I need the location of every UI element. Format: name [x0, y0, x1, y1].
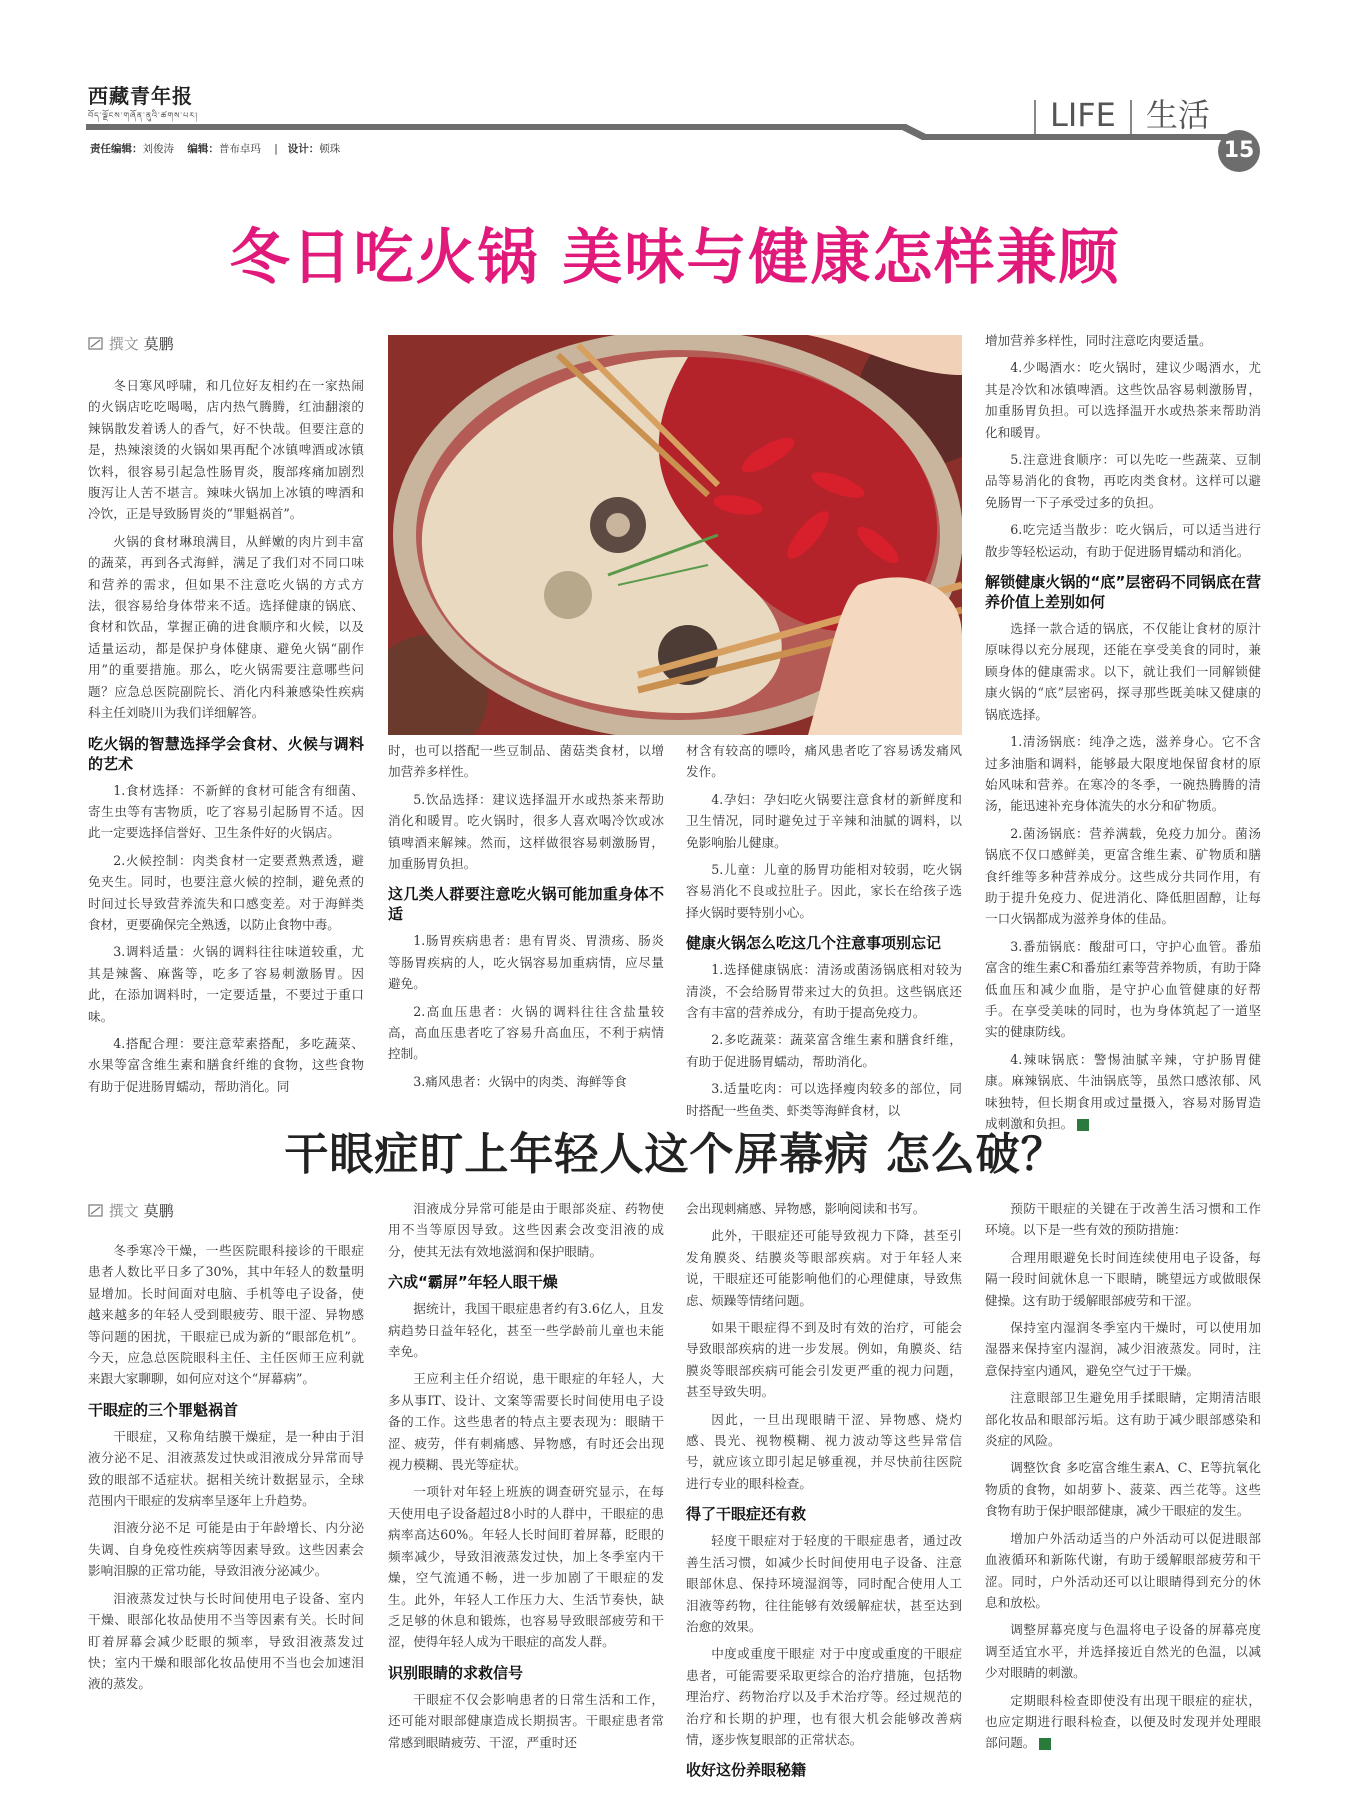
section-en: LIFE: [1050, 96, 1116, 134]
paragraph: 火锅的食材琳琅满目，从鲜嫩的肉片到丰富的蔬菜，再到各式海鲜，满足了我们对不同口味和营养的需求，但如果不注意吃火锅的方式方法，很容易给身体带来不适。选择健康的锅底、食材和饮品，掌握正确的进食顺序和火候，以及适量运动，都是保护身体健康、避免火锅“副作用”的重要措施。那么，吃火锅需要注意哪些问题？应急总医院副院长、消化内科兼感染性疾病科主任刘晓川为我们详细解答。: [88, 533, 364, 721]
paragraph: 4.孕妇：孕妇吃火锅要注意食材的新鲜度和卫生情况，同时避免过于辛辣和油腻的调料，以免影响胎儿健康。: [686, 791, 962, 850]
paragraph: 调整屏幕亮度与色温将电子设备的屏幕亮度调至适宜水平，并选择接近自然光的色温，以减少对眼睛的刺激。: [985, 1622, 1261, 1681]
subheading: 收好这份养眼秘籍: [686, 1761, 807, 1780]
subheading: 识别眼睛的求救信号: [388, 1663, 524, 1682]
paragraph: 2.火候控制：肉类食材一定要煮熟煮透，避免夹生。同时，也要注意火候的控制，避免煮的时间过长导致营养流失和口感变差。对于海鲜类食材，更要确保完全熟透，以防止食物中毒。: [88, 852, 364, 932]
article2-column-1: [88, 1240, 364, 1701]
masthead-logo: 西藏青年报: [88, 84, 193, 108]
paragraph: 增加营养多样性，同时注意吃肉要适量。: [985, 333, 1212, 348]
paragraph: 泪液分泌不足 可能是由于年龄增长、内分泌失调、自身免疫性疾病等因素导致。这些因素会影响泪腺的正常功能，导致泪液分泌减少。: [88, 1520, 364, 1579]
paragraph: 一项针对年轻上班族的调查研究显示，在每天使用电子设备超过8小时的人群中，干眼症的患病率高达60%。年轻人长时间盯着屏幕，眨眼的频率减少，导致泪液蒸发过快，加上冬季室内干燥，空气流通不畅，进一步加剧了干眼症的发生。此外，年轻人工作压力大、生活节奏快，缺乏足够的休息和锻炼，也容易导致眼部疲劳和干涩，使得年轻人成为干眼症的高发人群。: [388, 1484, 664, 1650]
article2-column-3: [686, 1198, 962, 1786]
paragraph: 2.菌汤锅底：营养满载，免疫力加分。菌汤锅底不仅口感鲜美，更富含维生素、矿物质和膳食纤维等多种营养成分。这些成分共同作用，有助于提升免疫力、促进消化、降低胆固醇，让每一口火锅都成为滋养身体的佳品。: [985, 825, 1261, 927]
article2-column-4: [985, 1198, 1261, 1760]
subheading: 这几类人群要注意吃火锅可能加重身体不适: [388, 885, 664, 924]
paragraph-text: 定期眼科检查即使没有出现干眼症的症状，也应定期进行眼科检查，以便及时发现并处理眼部问题。: [985, 1692, 1261, 1751]
paragraph: 增加户外活动适当的户外活动可以促进眼部血液循环和新陈代谢，有助于缓解眼部疲劳和干涩。同时，户外活动还可以让眼睛得到充分的休息和放松。: [985, 1530, 1261, 1610]
paragraph: 调整饮食 多吃富含维生素A、C、E等抗氧化物质的食物，如胡萝卜、菠菜、西兰花等。这些食物有助于保护眼部健康，减少干眼症的发生。: [985, 1460, 1261, 1519]
pencil-icon: [88, 1204, 104, 1218]
article2-headline: 干眼症盯上年轻人这个屏幕病 怎么破？: [284, 1129, 1066, 1180]
paragraph: 会出现刺痛感、异物感，影响阅读和书写。: [686, 1201, 926, 1216]
header-rule: [86, 120, 1236, 150]
article1-column-2: [388, 740, 664, 1098]
section-cn: 生活: [1145, 96, 1210, 134]
paragraph: 材含有较高的嘌呤，痛风患者吃了容易诱发痛风发作。: [686, 743, 962, 780]
paragraph: 1.食材选择：不新鲜的食材可能含有细菌、寄生虫等有害物质，吃了容易引起肠胃不适。因此一定要选择信誉好、卫生条件好的火锅店。: [88, 782, 364, 841]
byline-author: 莫鹏: [143, 1202, 174, 1220]
subheading: 吃火锅的智慧选择学会食材、火候与调料的艺术: [88, 734, 364, 773]
paragraph: 预防干眼症的关键在于改善生活习惯和工作环境。以下是一些有效的预防措施：: [985, 1201, 1261, 1238]
paragraph: 泪液蒸发过快与长时间使用电子设备、室内干燥、眼部化妆品使用不当等因素有关。长时间盯着屏幕会减少眨眼的频率，导致泪液蒸发过快；室内干燥和眼部化妆品使用不当也会加速泪液的蒸发。: [88, 1590, 364, 1692]
editor-name: 刘俊涛: [142, 143, 174, 155]
editor-label: 责任编辑：: [90, 143, 143, 155]
paragraph: 冬日寒风呼啸，和几位好友相约在一家热闹的火锅店吃吃喝喝，店内热气腾腾，红油翻滚的辣锅散发着诱人的香气，好不快哉。但要注意的是，热辣滚烫的火锅如果再配个冰镇啤酒或冰镇饮料，很容易引起急性肠胃炎，腹部疼痛加剧烈腹泻让人苦不堪言。辣味火锅加上冰镇的啤酒和冷饮，正是导致肠胃炎的“罪魁祸首”。: [88, 378, 364, 522]
masthead-subtitle: བོད་ལྗོངས་གཞོན་ནུའི་ཚགས་པར།: [88, 111, 198, 120]
paragraph: 1.清汤锅底：纯净之选，滋养身心。它不含过多油脂和调料，能够最大限度地保留食材的原始风味和营养。在寒冷的冬季，一碗热腾腾的清汤，能迅速补充身体流失的水分和矿物质。: [985, 734, 1261, 814]
paragraph: [985, 1690, 1261, 1754]
copy-editor-label: 编辑：: [187, 143, 219, 155]
paragraph: 干眼症，又称角结膜干燥症，是一种由于泪液分泌不足、泪液蒸发过快或泪液成分异常而导致的眼部不适症状。据相关统计数据显示，全球范围内干眼症的发病率呈逐年上升趋势。: [88, 1428, 364, 1509]
paragraph: 保持室内湿润冬季室内干燥时，可以使用加湿器来保持室内湿润，减少泪液蒸发。同时，注意保持室内通风，避免空气过于干燥。: [985, 1320, 1261, 1378]
paragraph: 泪液成分异常可能是由于眼部炎症、药物使用不当等原因导致。这些因素会改变泪液的成分，使其无法有效地滋润和保护眼睛。: [388, 1201, 664, 1259]
designer-label: 设计：: [287, 143, 320, 155]
paragraph: 选择一款合适的锅底，不仅能让食材的原汁原味得以充分展现，还能在享受美食的同时，兼顾身体的健康需求。以下，就让我们一同解锁健康火锅的“底”层密码，探寻那些既美味又健康的锅底选择。: [985, 621, 1261, 722]
paragraph-text: 4.辣味锅底：警惕油腻辛辣，守护肠胃健康。麻辣锅底、牛油锅底等，虽然口感浓郁、风味独特，但长期食用或过量摄入，容易对肠胃造成刺激和负担。: [985, 1051, 1261, 1131]
paragraph: 据统计，我国干眼症患者约有3.6亿人，且发病趋势日益年轻化，甚至一些学龄前儿童也未能幸免。: [388, 1301, 664, 1360]
subheading: 健康火锅怎么吃这几个注意事项别忘记: [686, 934, 942, 953]
byline-label: 撰文: [108, 335, 139, 353]
paragraph: 4.搭配合理：要注意荤素搭配，多吃蔬菜、水果等富含维生素和膳食纤维的食物，这些食物有助于促进肠胃蠕动，帮助消化。同: [88, 1035, 364, 1094]
paragraph: 时，也可以搭配一些豆制品、菌菇类食材，以增加营养多样性。: [388, 743, 664, 780]
paragraph: 1.肠胃疾病患者：患有胃炎、胃溃疡、肠炎等肠胃疾病的人，吃火锅容易加重病情，应尽量避免。: [388, 933, 664, 992]
copy-editor-name: 普布卓玛: [218, 143, 261, 155]
paragraph: 干眼症不仅会影响患者的日常生活和工作，还可能对眼部健康造成长期损害。干眼症患者常常感到眼睛疲劳、干涩，严重时还: [388, 1691, 664, 1750]
end-mark-icon: ■: [1039, 1738, 1051, 1750]
paragraph: 5.注意进食顺序：可以先吃一些蔬菜、豆制品等易消化的食物，再吃肉类食材。这样可以避免肠胃一下子承受过多的负担。: [985, 452, 1261, 510]
paragraph: 1.选择健康锅底：清汤或菌汤锅底相对较为清淡，不会给肠胃带来过大的负担。这些锅底还含有丰富的营养成分，有助于提高免疫力。: [686, 962, 962, 1021]
paragraph: 6.吃完适当散步：吃火锅后，可以适当进行散步等轻松运动，有助于促进肠胃蠕动和消化。: [985, 522, 1261, 559]
article1-byline: [88, 333, 174, 354]
paragraph: 冬季寒冷干燥，一些医院眼科接诊的干眼症患者人数比平日多了30%，其中年轻人的数量明显增加。长时间面对电脑、手机等电子设备，使越来越多的年轻人受到眼疲劳、眼干涩、异物感等问题的困扰，干眼症已成为新的“眼部危机”。今天，应急总医院眼科主任、主任医师王应利就来跟大家聊聊，如何应对这个“屏幕病”。: [88, 1243, 364, 1387]
paragraph: 2.多吃蔬菜：蔬菜富含维生素和膳食纤维，有助于促进肠胃蠕动，帮助消化。: [686, 1032, 962, 1069]
subheading: 解锁健康火锅的“底”层密码不同锅底在营养价值上差别如何: [985, 573, 1261, 612]
paragraph: 合理用眼避免长时间连续使用电子设备，每隔一段时间就休息一下眼睛，眺望远方或做眼保健操。这有助于缓解眼部疲劳和干涩。: [985, 1249, 1261, 1308]
subheading: 干眼症的三个罪魁祸首: [88, 1400, 239, 1419]
paragraph: 此外，干眼症还可能导致视力下降，甚至引发角膜炎、结膜炎等眼部疾病。对于年轻人来说，干眼症还可能影响他们的心理健康，导致焦虑、烦躁等情绪问题。: [686, 1228, 962, 1308]
paragraph: 中度或重度干眼症 对于中度或重度的干眼症患者，可能需要采取更综合的治疗措施，包括物理治疗、药物治疗以及手术治疗等。经过规范的治疗和长期的护理，也有很大机会能够改善病情，逐步恢复眼部的正常状态。: [686, 1646, 962, 1747]
paragraph: 5.饮品选择：建议选择温开水或热茶来帮助消化和暖胃。吃火锅时，很多人喜欢喝冷饮或冰镇啤酒来解辣。然而，这样做很容易刺激肠胃，加重肠胃负担。: [388, 791, 664, 872]
subheading: 得了干眼症还有救: [686, 1505, 807, 1524]
paragraph: 2.高血压患者：火锅的调料往往含盐量较高，高血压患者吃了容易升高血压，不利于病情控制。: [388, 1003, 664, 1062]
page-number: 15: [1218, 130, 1260, 172]
byline-label: 撰文: [108, 1202, 139, 1220]
byline-author: 莫鹏: [143, 335, 174, 353]
paragraph: 注意眼部卫生避免用手揉眼睛，定期清洁眼部化妆品和眼部污垢。这有助于减少眼部感染和炎症的风险。: [985, 1390, 1261, 1449]
article1-headline: 冬日吃火锅 美味与健康怎样兼顾: [229, 223, 1121, 293]
paragraph: 如果干眼症得不到及时有效的治疗，可能会导致眼部疾病的进一步发展。例如，角膜炎、结膜炎等眼部疾病可能会引发更严重的视力问题，甚至导致失明。: [686, 1320, 962, 1400]
pencil-icon: [88, 337, 104, 351]
paragraph: 4.少喝酒水：吃火锅时，建议少喝酒水，尤其是冷饮和冰镇啤酒。这些饮品容易刺激肠胃，加重肠胃负担。可以选择温开水或热茶来帮助消化和暖胃。: [985, 360, 1261, 440]
article1-column-3: [686, 740, 962, 1127]
paragraph: 3.番茄锅底：酸甜可口，守护心血管。番茄富含的维生素C和番茄红素等营养物质，有助于降低血压和减少血脂，是守护心血管健康的好帮手。在享受美味的同时，也为身体筑起了一道坚实的健康防线。: [985, 938, 1261, 1040]
paragraph: 因此，一旦出现眼睛干涩、异物感、烧灼感、畏光、视物模糊、视力波动等这些异常信号，就应该立即引起足够重视，并尽快前往医院进行专业的眼科检查。: [686, 1411, 962, 1491]
paragraph: 3.痛风患者：火锅中的肉类、海鲜等食: [413, 1073, 627, 1089]
article1-column-1: [88, 375, 364, 1103]
paragraph: 王应利主任介绍说，患干眼症的年轻人，大多从事IT、设计、文案等需要长时间使用电子设备的工作。这些患者的特点主要表现为：眼睛干涩、疲劳，伴有刺痛感、异物感，有时还会出现视力模糊、畏光等症状。: [388, 1371, 664, 1473]
editor-credits: 责任编辑：刘俊涛 编辑：普布卓玛 | 设计：顿珠: [90, 143, 341, 155]
paragraph: 3.调料适量：火锅的调料往往味道较重，尤其是辣酱、麻酱等，吃多了容易刺激肠胃。因此，在添加调料时，一定要适量，不要过于重口味。: [88, 944, 364, 1024]
article2-column-2: [388, 1198, 664, 1759]
paragraph: 3.适量吃肉：可以选择瘦肉较多的部位，同时搭配一些鱼类、虾类等海鲜食材，以: [686, 1081, 962, 1118]
subheading: 六成“霸屏”年轻人眼干燥: [388, 1273, 558, 1292]
paragraph: 5.儿童：儿童的肠胃功能相对较弱，吃火锅容易消化不良或拉肚子。因此，家长在给孩子选择火锅时要特别小心。: [686, 862, 962, 920]
hotpot-illustration: [388, 335, 962, 735]
paragraph: 轻度干眼症对于轻度的干眼症患者，通过改善生活习惯，如减少长时间使用电子设备、注意眼部休息、保持环境湿润等，同时配合使用人工泪液等药物，往往能够有效缓解症状，甚至达到治愈的效果。: [686, 1533, 962, 1634]
article1-column-4: [985, 330, 1261, 1140]
designer-name: 顿珠: [319, 143, 341, 155]
end-mark-icon: ■: [1077, 1119, 1089, 1131]
article2-byline: [88, 1200, 174, 1221]
